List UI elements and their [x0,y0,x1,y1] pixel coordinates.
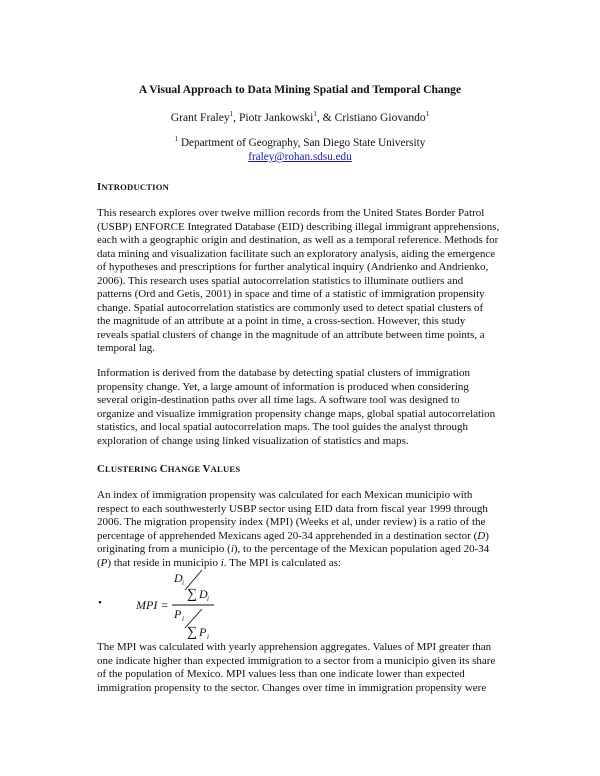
text-line: data mining and visualization facilitate such an exploratory analysis, aiding the emergence [97,247,496,260]
author-list [0,111,600,124]
affiliation-text: Department of Geography, San Diego State University [178,137,426,149]
text-line: 2006. The migration propensity index (MPI) (Weeks et al, under review) is a ratio of the [97,516,486,528]
text-line: propensity change. Yet, a large amount of information is produced when considering [97,380,469,393]
formula-P-sub: i [182,615,184,623]
author-affil-mark: 1 [425,110,430,118]
text-line: percentage of apprehended Mexicans aged 20-34 apprehended in a destination sector (D) [97,529,489,542]
introduction-paragraph-2 [97,367,517,448]
text-line: (USBP) ENFORCE Integrated Database (EID) describing illegal immigrant apprehensions, [97,220,500,233]
author-affil-mark: 1 [229,110,234,118]
formula-sum-D-sub: i [207,595,209,603]
text-line: temporal lag. [97,342,156,354]
text-line: the magnitude of an attribute at a point in time, a cross-section. However, this study [97,315,466,327]
variable-D: D [477,529,486,542]
section-heading-clustering: CLUSTERING CHANGE VALUES [97,463,241,475]
author-name: Cristiano Giovando [334,111,426,124]
formula-sum-P-sub: i [207,633,209,640]
text-line: An index of immigration propensity was calculated for each Mexican municipio with [97,489,473,501]
formula-sum-P: P [199,625,207,639]
text-line: (P) that reside in municipio i. The MPI is calculated as: [97,556,341,569]
formula-D: D [174,571,183,585]
text-line: exploration of change using linked visualization of statistics and maps. [97,434,409,447]
variable-i: i [230,543,234,555]
affiliation-block [0,136,600,164]
text-line: originating from a municipio (i), to the percentage of the Mexican population aged 20-34 [97,543,490,555]
text-line: The MPI was calculated with yearly apprehension aggregates. Values of MPI greater than [97,641,492,653]
formula-sum-D: D [199,587,208,601]
text-line: several origin-destination paths over all time lags. A software tool was designed to [97,394,460,406]
author-email-link[interactable]: fraley@rohan.sdsu.edu [248,151,352,163]
text-line: reveals spatial clusters of change in the magnitude of an attribute between time points, a [97,328,485,341]
formula-sum-symbol: ∑ [187,625,197,640]
text-line: each with a geographic origin and destination, as well as a temporal reference. Methods for [97,234,499,246]
affiliation-line [0,136,600,150]
mpi-formula [130,568,260,640]
text-line: Information is derived from the database by detecting spatial clusters of immigration [97,367,470,379]
formula-P: P [174,607,182,621]
text-line: of hypotheses and prescriptions for further analytical inquiry (Andrienko and Andrienko, [97,261,489,273]
author-name: Grant Fraley [170,111,230,124]
text-line: statistics, and local spatial autocorrelation maps. The tool guides the analyst through [97,421,468,433]
author-name: Piotr Jankowski [238,111,314,124]
text-line: immigration propensity to the sector. Changes over time in immigration propensity were [97,681,487,694]
author-separator: , [233,111,239,124]
formula-D-sub: i [182,579,184,587]
text-line: change. Spatial autocorrelation statistics are commonly used to detect spatial clusters of [97,301,484,314]
clustering-paragraph-1 [97,489,517,570]
introduction-paragraph-1 [97,207,517,356]
author-separator: , & [316,111,335,124]
formula-sum-symbol: ∑ [187,587,197,602]
variable-i: i [220,556,224,569]
text-line: This research explores over twelve million records from the United States Border Patrol [97,207,485,219]
text-line: one indicate higher than expected immigration to a sector from a municipio given its share [97,654,496,667]
affiliation-mark: 1 [174,135,179,143]
text-line: respect to each southwesterly USBP sector using EID data from fiscal year 1999 through [97,502,488,515]
text-line: patterns (Ord and Getis, 2001) in space and time of a statistic of immigration propensity [97,288,485,300]
text-line: of the population of Mexico. MPI values less than one indicate lower than expected [97,668,465,680]
formula-lhs: MPI = [136,598,169,612]
section-heading-introduction: INTRODUCTION [97,181,170,193]
bullet-marker: • [98,597,102,609]
text-line: 2006). This research uses spatial autocorrelation statistics to illuminate outliers and [97,274,464,287]
author-affil-mark: 1 [313,110,317,118]
clustering-paragraph-2 [97,641,517,695]
variable-P: P [100,556,108,569]
text-line: organize and visualize immigration propensity change maps, global spatial autocorrelation [97,407,496,420]
paper-title: A Visual Approach to Data Mining Spatial and Temporal Change [138,83,462,96]
